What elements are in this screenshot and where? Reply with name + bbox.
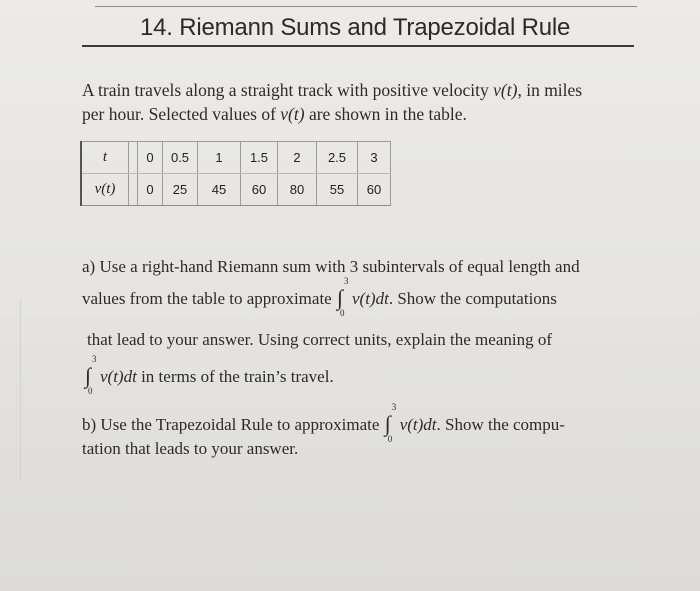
table-row-v [81, 174, 391, 206]
velocity-table [80, 141, 391, 206]
intro-line-1: A train travels along a straight track with positive velocity v(t), in miles [82, 80, 583, 100]
integral-sign: ∫ 3 0 [384, 402, 397, 445]
table-cell: 55 [317, 174, 358, 206]
part-a-line-2: values from the table to approximate ∫ 3 0 v(t)dt. Show the computations [82, 276, 557, 319]
table-cell: 2 [278, 142, 317, 174]
table-cell: 60 [241, 174, 278, 206]
table-cell: 25 [163, 174, 198, 206]
table-cell: 0 [138, 174, 163, 206]
paper-edge-shadow [20, 300, 31, 480]
table-cell: 80 [278, 174, 317, 206]
part-a-line-4: ∫ 3 0 v(t)dt in terms of the train’s travel. [85, 354, 334, 397]
t-label: t [81, 142, 129, 174]
table-cell: 45 [198, 174, 241, 206]
top-rule [95, 6, 637, 7]
table-cell: 1.5 [241, 142, 278, 174]
page-title: 14. Riemann Sums and Trapezoidal Rule [140, 14, 571, 41]
intro-line-2: per hour. Selected values of v(t) are shown in the table. [82, 104, 467, 124]
integral-sign: ∫ 3 0 [85, 354, 97, 397]
table-cell: 0.5 [163, 142, 198, 174]
table-row-t [81, 142, 391, 174]
table-cell: 2.5 [317, 142, 358, 174]
table-cell: 0 [138, 142, 163, 174]
table-cell: 3 [358, 142, 391, 174]
title-underline [82, 45, 634, 47]
table-cell: 1 [198, 142, 241, 174]
integral-sign: ∫ 3 0 [336, 276, 349, 319]
part-b-line-1: b) Use the Trapezoidal Rule to approximate ∫ 3 0 v(t)dt. Show the compu- [82, 402, 565, 445]
part-b-line-2: tation that leads to your answer. [82, 439, 299, 458]
part-a-line-1: a) Use a right-hand Riemann sum with 3 subintervals of equal length and [82, 257, 580, 276]
part-a-line-3: that lead to your answer. Using correct units, explain the meaning of [87, 330, 553, 349]
table-cell: 60 [358, 174, 391, 206]
v-label: v(t) [81, 174, 129, 206]
